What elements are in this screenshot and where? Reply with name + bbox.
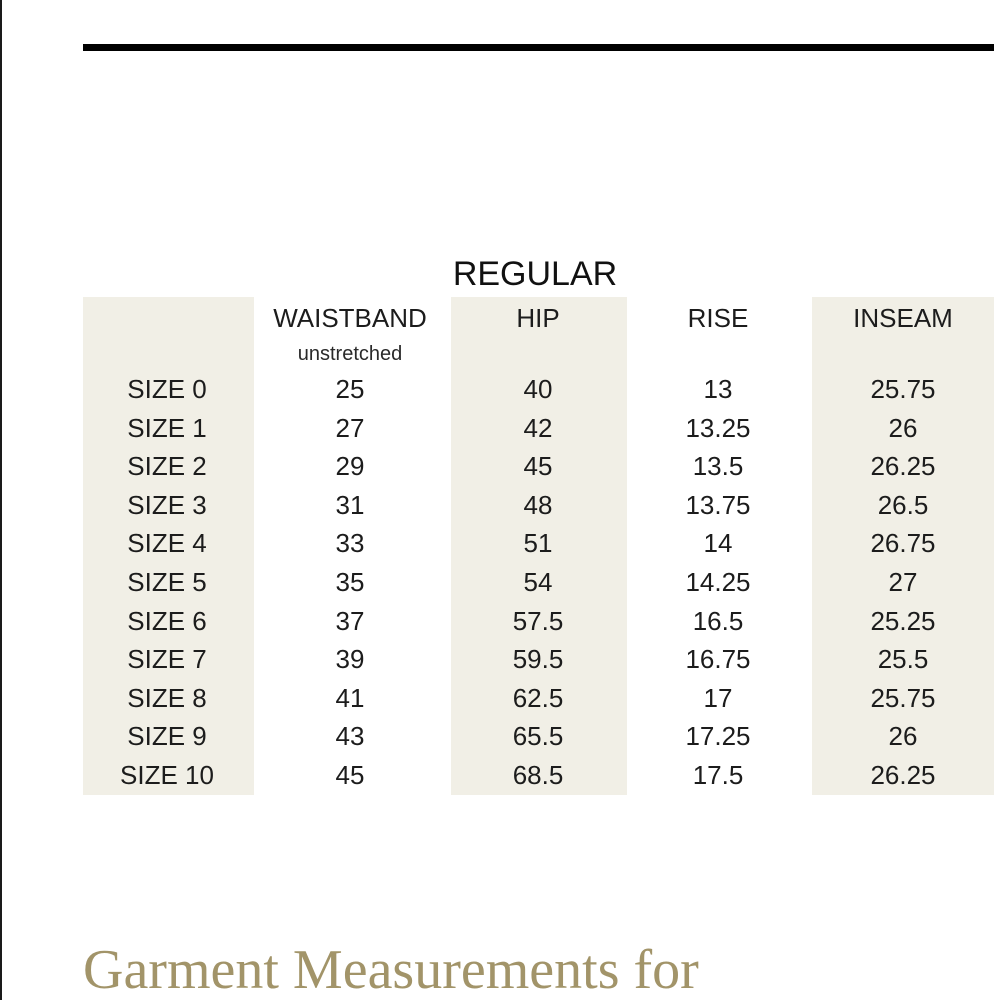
column-header-waistband: WAISTBAND xyxy=(273,303,427,333)
table-cell-hip: 45 xyxy=(523,451,553,482)
table-cell-rise: 13.25 xyxy=(685,412,751,443)
table-cell-inseam: 26.75 xyxy=(870,528,936,559)
row-size-label: SIZE 4 xyxy=(127,528,207,559)
table-cell-rise: 13.75 xyxy=(685,489,751,520)
table-cell-rise: 13.5 xyxy=(692,451,744,482)
table-cell-waistband: 35 xyxy=(335,567,365,597)
table-cell-rise: 13 xyxy=(703,374,733,404)
table-cell-hip: 57.5 xyxy=(512,605,564,636)
column-header-rise: RISE xyxy=(687,303,749,333)
row-size-label: SIZE 7 xyxy=(127,644,207,675)
table-cell-waistband: 27 xyxy=(335,412,365,443)
table-cell-inseam: 25.5 xyxy=(877,644,929,675)
left-border-line xyxy=(0,0,2,1000)
table-cell-inseam: 25.75 xyxy=(870,374,936,404)
row-size-label: SIZE 6 xyxy=(127,605,207,636)
table-cell-inseam: 26.5 xyxy=(877,489,929,520)
table-cell-inseam: 26.25 xyxy=(870,760,936,790)
table-cell-hip: 51 xyxy=(523,528,553,559)
table-cell-rise: 17.25 xyxy=(685,721,751,752)
table-cell-rise: 16.5 xyxy=(692,605,744,636)
table-cell-inseam: 25.75 xyxy=(870,682,936,713)
table-cell-rise: 17.5 xyxy=(692,760,744,790)
table-cell-rise: 14.25 xyxy=(685,567,751,597)
row-size-label: SIZE 8 xyxy=(127,682,207,713)
table-cell-hip: 54 xyxy=(523,567,553,597)
column-header-inseam: INSEAM xyxy=(853,303,953,333)
garment-measurements-heading: Garment Measurements for xyxy=(83,939,699,1001)
table-cell-hip: 42 xyxy=(523,412,553,443)
table-cell-hip: 68.5 xyxy=(512,760,564,790)
table-cell-hip: 62.5 xyxy=(512,682,564,713)
column-subheader-waistband: unstretched xyxy=(297,343,403,365)
table-cell-waistband: 41 xyxy=(335,682,365,713)
table-cell-hip: 59.5 xyxy=(512,644,564,675)
table-cell-hip: 40 xyxy=(523,374,553,404)
row-size-label: SIZE 5 xyxy=(127,567,207,597)
table-cell-rise: 17 xyxy=(703,682,733,713)
row-size-label: SIZE 9 xyxy=(127,721,207,752)
table-cell-hip: 65.5 xyxy=(512,721,564,752)
table-cell-waistband: 31 xyxy=(335,489,365,520)
table-cell-inseam: 27 xyxy=(888,567,918,597)
row-size-label: SIZE 3 xyxy=(127,489,207,520)
table-cell-waistband: 45 xyxy=(335,760,365,790)
row-size-label: SIZE 2 xyxy=(127,451,207,482)
table-cell-waistband: 43 xyxy=(335,721,365,752)
row-size-label: SIZE 0 xyxy=(127,374,207,404)
table-cell-waistband: 37 xyxy=(335,605,365,636)
top-divider-line xyxy=(83,44,994,51)
column-header-hip: HIP xyxy=(516,303,560,333)
row-size-label: SIZE 1 xyxy=(127,412,207,443)
table-title: REGULAR xyxy=(452,255,618,293)
table-cell-hip: 48 xyxy=(523,489,553,520)
table-cell-waistband: 39 xyxy=(335,644,365,675)
table-cell-inseam: 26 xyxy=(888,412,918,443)
table-cell-rise: 14 xyxy=(703,528,733,559)
table-cell-inseam: 25.25 xyxy=(870,605,936,636)
table-cell-inseam: 26 xyxy=(888,721,918,752)
table-cell-waistband: 25 xyxy=(335,374,365,404)
table-cell-waistband: 29 xyxy=(335,451,365,482)
table-cell-waistband: 33 xyxy=(335,528,365,559)
table-cell-rise: 16.75 xyxy=(685,644,751,675)
row-size-label: SIZE 10 xyxy=(120,760,214,790)
table-cell-inseam: 26.25 xyxy=(870,451,936,482)
